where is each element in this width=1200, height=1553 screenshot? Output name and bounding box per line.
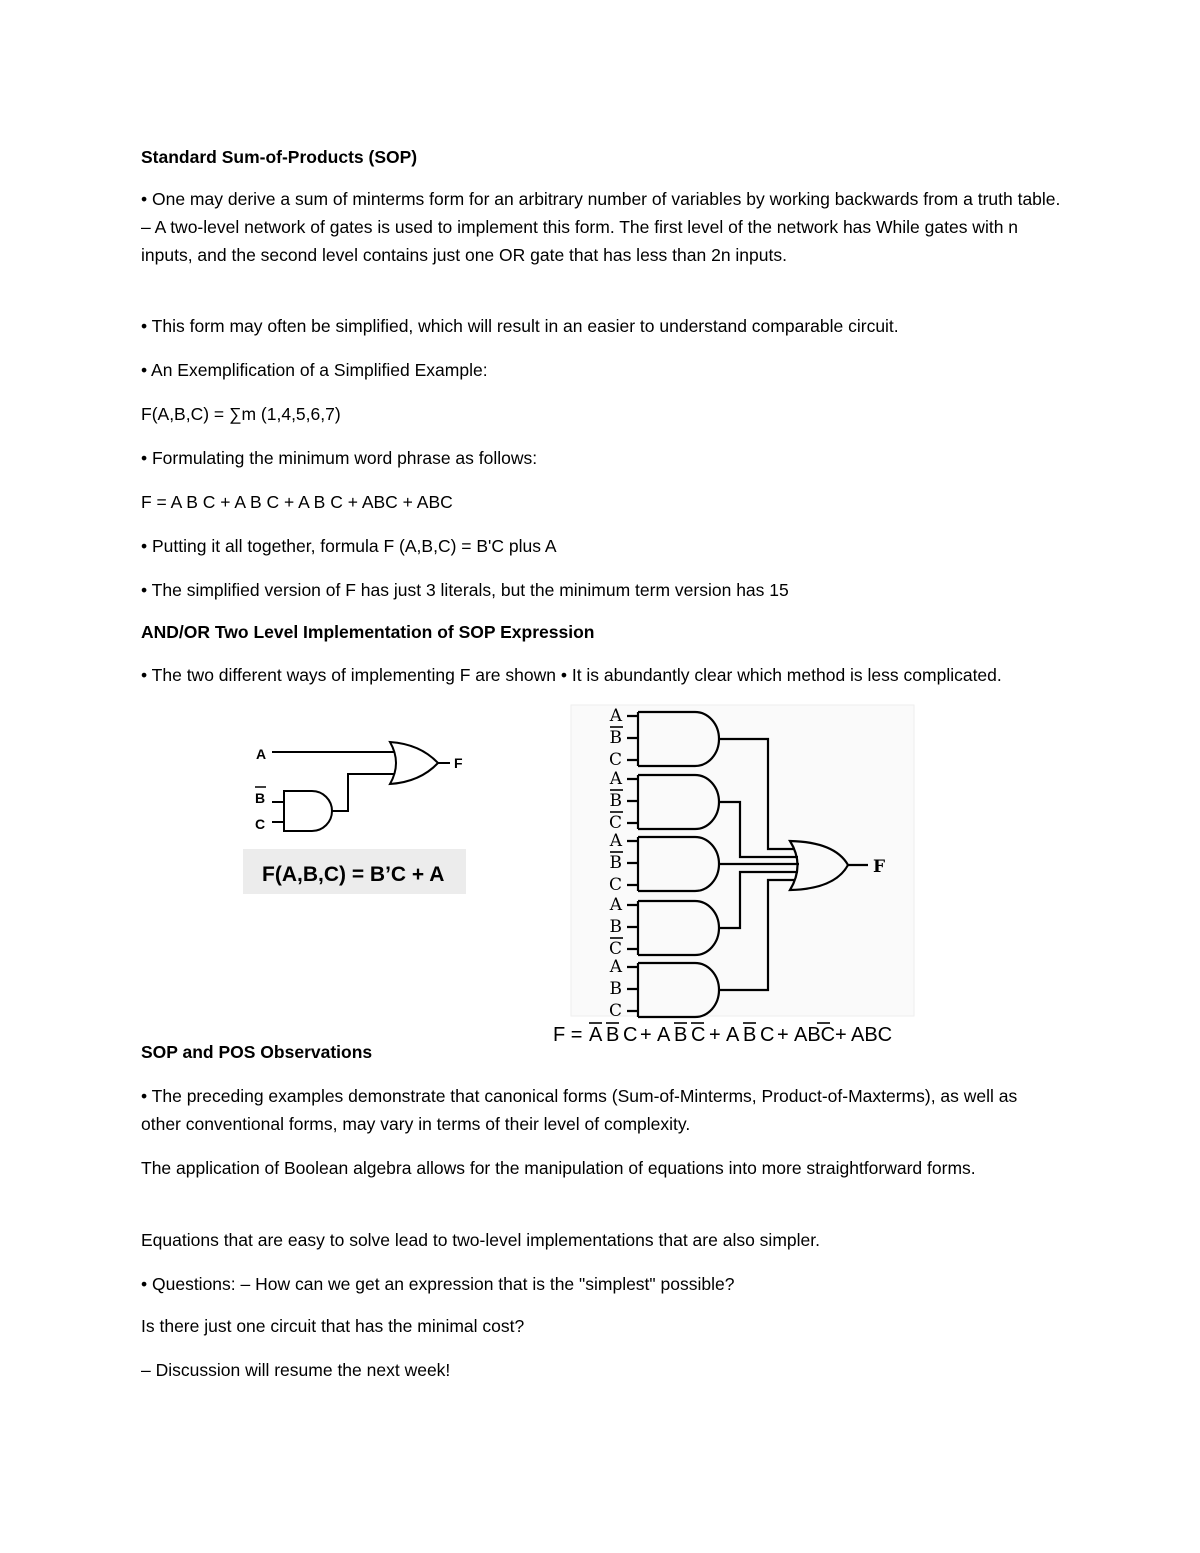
g1-b: B — [609, 728, 622, 748]
paragraph-two-ways: • The two different ways of implementing F are shown • It is abundantly clear which method is less complicated. — [141, 665, 1002, 685]
svg-text:ABC: ABC — [794, 1024, 836, 1046]
function-definition: F(A,B,C) = ∑m (1,4,5,6,7) — [141, 404, 341, 424]
svg-text:C: C — [691, 1024, 706, 1046]
and-gate — [284, 791, 332, 831]
minterm-expression: F = A B C + A B C + A B C + ABC + ABC — [141, 492, 453, 512]
paragraph-literals: • The simplified version of F has just 3 literals, but the minimum term version has 15 — [141, 580, 789, 600]
paragraph-formulating: • Formulating the minimum word phrase as follows: — [141, 448, 538, 468]
svg-text:B: B — [743, 1024, 757, 1046]
g1-c: C — [608, 750, 622, 770]
paragraph-easy-equations: Equations that are easy to solve lead to two-level implementations that are also simpler. — [141, 1230, 820, 1250]
svg-text:B: B — [606, 1024, 620, 1046]
g5-b: B — [609, 979, 622, 999]
caption-simple: F(A,B,C) = B’C + A — [262, 863, 445, 886]
svg-text:+: + — [709, 1024, 721, 1046]
label-f: F — [454, 755, 463, 771]
svg-text:ABC: ABC — [851, 1024, 893, 1046]
g1-a: A — [609, 706, 622, 726]
paragraph-canonical: • The preceding examples demonstrate that canonical forms (Sum-of-Minterms, Product-of-Maxterms), as well as other conventional forms, may vary in terms of their level of complexity. — [141, 1086, 1018, 1134]
paragraph-questions: • Questions: – How can we get an expression that is the "simplest" possible? — [141, 1274, 735, 1294]
g2-a: A — [609, 769, 622, 789]
svg-text:A: A — [726, 1024, 740, 1046]
g4-c: C — [608, 939, 622, 959]
paragraph-together: • Putting it all together, formula F (A,B,C) = B'C plus A — [141, 536, 557, 556]
g4-a: A — [609, 895, 622, 915]
complex-circuit-diagram — [543, 703, 916, 1048]
section-heading-sop: Standard Sum-of-Products (SOP) — [141, 147, 418, 167]
label-c: C — [255, 816, 266, 832]
label-b: B — [255, 790, 266, 806]
svg-text:A: A — [589, 1024, 603, 1046]
g2-b: B — [609, 791, 622, 811]
paragraph-simplify: • This form may often be simplified, which will result in an easier to understand comparable circuit. — [141, 316, 899, 336]
section-heading-observations: SOP and POS Observations — [141, 1042, 373, 1062]
figure-background — [571, 705, 914, 1016]
paragraph-boolean-algebra: The application of Boolean algebra allows for the manipulation of equations into more straightforward forms. — [141, 1158, 976, 1178]
svg-text:C: C — [760, 1024, 775, 1046]
simple-circuit-diagram — [240, 730, 470, 900]
label-f-output: F — [873, 857, 886, 877]
label-a: A — [256, 746, 267, 762]
paragraph-minimal-cost: Is there just one circuit that has the minimal cost? — [141, 1316, 525, 1336]
g3-c: C — [608, 875, 622, 895]
svg-text:+: + — [835, 1024, 847, 1046]
svg-text:A: A — [657, 1024, 671, 1046]
g5-a: A — [609, 957, 622, 977]
paragraph-sop-intro: • One may derive a sum of minterms form for an arbitrary number of variables by working backwards from a truth table. – A two-level network of gates is used to implement this form. The first level of the network has While gates with n inputs, and the second level contains just one OR gate that has less than 2n inputs. — [141, 189, 1061, 265]
and-to-or-wire — [332, 774, 395, 811]
svg-text:+: + — [777, 1024, 789, 1046]
paragraph-example-intro: • An Exemplification of a Simplified Example: — [141, 360, 488, 380]
svg-text:F =: F = — [553, 1024, 583, 1046]
g2-c: C — [608, 813, 622, 833]
paragraph-discussion: – Discussion will resume the next week! — [141, 1360, 451, 1380]
g4-b: B — [609, 917, 622, 937]
svg-text:C: C — [623, 1024, 638, 1046]
or-gate — [390, 742, 438, 784]
svg-text:B: B — [674, 1024, 688, 1046]
section-heading-and-or: AND/OR Two Level Implementation of SOP Expression — [141, 622, 595, 642]
svg-text:+: + — [640, 1024, 652, 1046]
g3-a: A — [609, 831, 622, 851]
g3-b: B — [609, 853, 622, 873]
g5-c: C — [608, 1001, 622, 1021]
